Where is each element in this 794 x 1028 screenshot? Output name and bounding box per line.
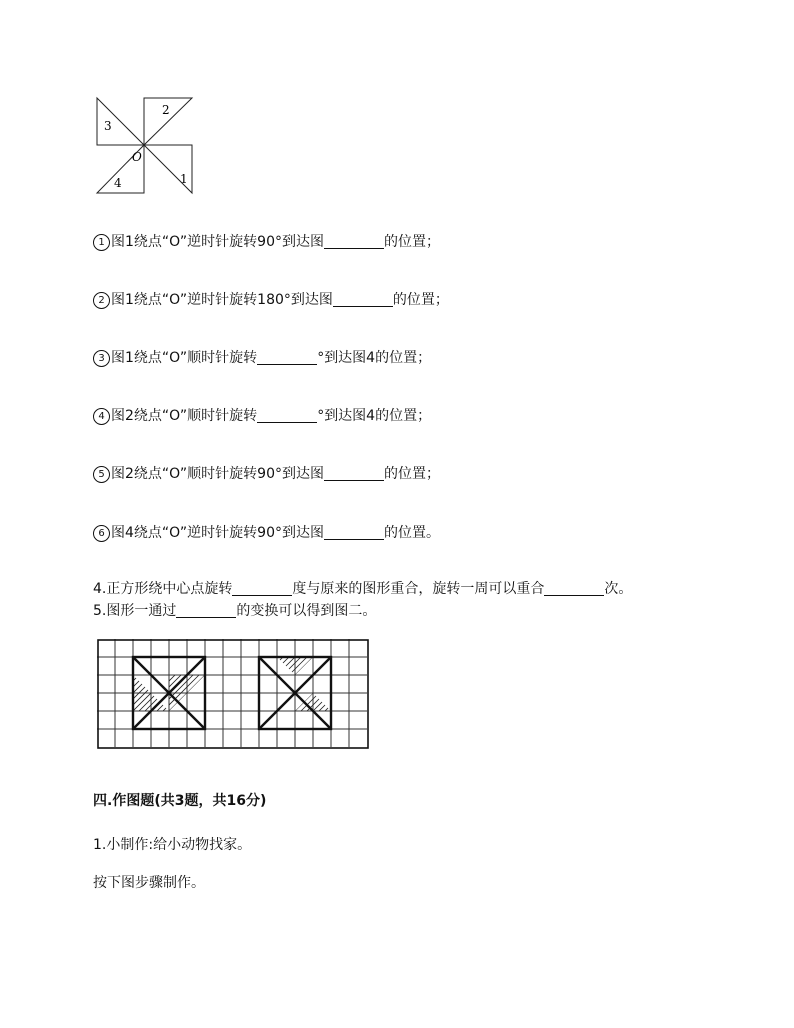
task-line-2: 按下图步骤制作。: [93, 875, 205, 891]
question-2: [93, 291, 449, 309]
question-3: [93, 349, 431, 367]
question-text: 的位置；: [392, 292, 449, 308]
question-text: 图1绕点“O”逆时针旋转180°到达图: [111, 292, 333, 308]
question-text: 图1绕点“O”顺时针旋转: [111, 350, 258, 366]
answer-blank[interactable]: [257, 408, 317, 423]
question-text: 的位置。: [384, 525, 441, 541]
question-text: 4.正方形绕中心点旋转: [93, 581, 233, 597]
question-text: °到达图4的位置；: [317, 408, 432, 424]
question-text: °到达图4的位置；: [317, 350, 432, 366]
answer-blank[interactable]: [232, 581, 292, 596]
circle-number: 6: [93, 525, 110, 542]
answer-blank[interactable]: [544, 581, 604, 596]
question-4-square: [93, 580, 632, 598]
question-text: 5.图形一通过: [93, 603, 177, 619]
circle-number: 1: [93, 234, 110, 251]
answer-blank[interactable]: [324, 525, 384, 540]
answer-blank[interactable]: [176, 603, 236, 618]
question-1: [93, 233, 440, 251]
question-5: [93, 465, 440, 483]
question-text: 图2绕点“O”顺时针旋转90°到达图: [111, 466, 325, 482]
hatch-region: [139, 657, 369, 675]
circle-number: 4: [93, 408, 110, 425]
label-4: 4: [114, 176, 122, 190]
label-1: 1: [180, 172, 188, 186]
question-text: 度与原来的图形重合，旋转一周可以重合: [292, 581, 545, 597]
grid-figure: [97, 639, 369, 749]
question-text: 的位置；: [384, 234, 441, 250]
label-3: 3: [104, 119, 112, 133]
circle-number: 2: [93, 292, 110, 309]
circle-number: 3: [93, 350, 110, 367]
section-heading: 四.作图题(共3题，共16分): [93, 793, 267, 809]
hatch-region: [139, 693, 369, 711]
question-4: [93, 407, 431, 425]
answer-blank[interactable]: [333, 292, 393, 307]
answer-blank[interactable]: [324, 234, 384, 249]
circle-number: 5: [93, 466, 110, 483]
question-text: 的变换可以得到图二。: [236, 603, 377, 619]
answer-blank[interactable]: [324, 466, 384, 481]
pinwheel-figure: [94, 95, 196, 197]
task-line-1: 1.小制作:给小动物找家。: [93, 837, 252, 853]
question-text: 图2绕点“O”顺时针旋转: [111, 408, 258, 424]
question-text: 图1绕点“O”逆时针旋转90°到达图: [111, 234, 325, 250]
question-text: 的位置；: [384, 466, 441, 482]
question-text: 次。: [604, 581, 633, 597]
label-2: 2: [162, 103, 170, 117]
question-6: [93, 524, 440, 542]
answer-blank[interactable]: [257, 350, 317, 365]
question-text: 图4绕点“O”逆时针旋转90°到达图: [111, 525, 325, 541]
question-5-transform: [93, 602, 376, 620]
label-o: O: [132, 150, 142, 164]
